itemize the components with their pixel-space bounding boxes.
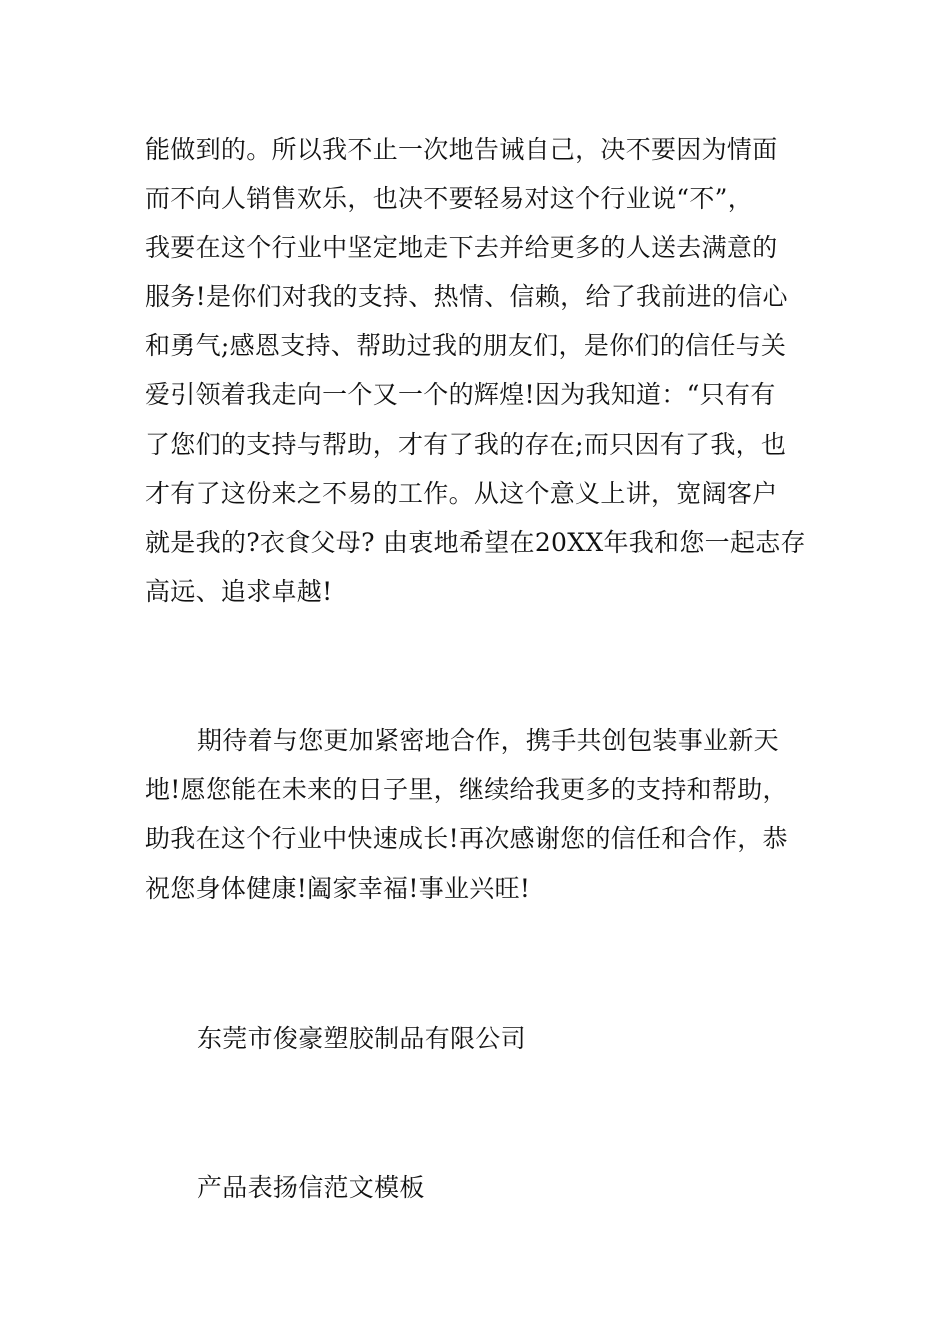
paragraph-line: 服务!是你们对我的支持、热情、信赖，给了我前进的信心 xyxy=(145,282,788,311)
paragraph-line: 高远、追求卓越! xyxy=(145,577,333,606)
paragraph-line: 和勇气;感恩支持、帮助过我的朋友们，是你们的信任与关 xyxy=(145,331,787,360)
company-signature: 东莞市俊豪塑胶制品有限公司 xyxy=(197,1024,526,1053)
paragraph-line: 助我在这个行业中快速成长!再次感谢您的信任和合作，恭 xyxy=(145,824,788,853)
paragraph-line: 就是我的?衣食父母? 由衷地希望在20XX年我和您一起志存 xyxy=(145,528,806,557)
paragraph-line: 祝您身体健康!阖家幸福!事业兴旺! xyxy=(145,874,531,903)
paragraph-line: 期待着与您更加紧密地合作，携手共创包装事业新天 xyxy=(197,726,779,755)
paragraph-line: 而不向人销售欢乐，也决不要轻易对这个行业说“不”， xyxy=(145,184,754,213)
paragraph-line: 才有了这份来之不易的工作。从这个意义上讲，宽阔客户 xyxy=(145,479,778,508)
paragraph-line: 能做到的。所以我不止一次地告诫自己，决不要因为情面 xyxy=(145,135,778,164)
paragraph-line: 地!愿您能在未来的日子里，继续给我更多的支持和帮助， xyxy=(145,775,788,804)
paragraph-line: 我要在这个行业中坚定地走下去并给更多的人送去满意的 xyxy=(145,233,778,262)
paragraph-line: 了您们的支持与帮助，才有了我的存在;而只因有了我，也 xyxy=(145,430,787,459)
paragraph-line: 爱引领着我走向一个又一个的辉煌!因为我知道：“只有有 xyxy=(145,380,776,409)
next-section-title: 产品表扬信范文模板 xyxy=(197,1173,425,1202)
